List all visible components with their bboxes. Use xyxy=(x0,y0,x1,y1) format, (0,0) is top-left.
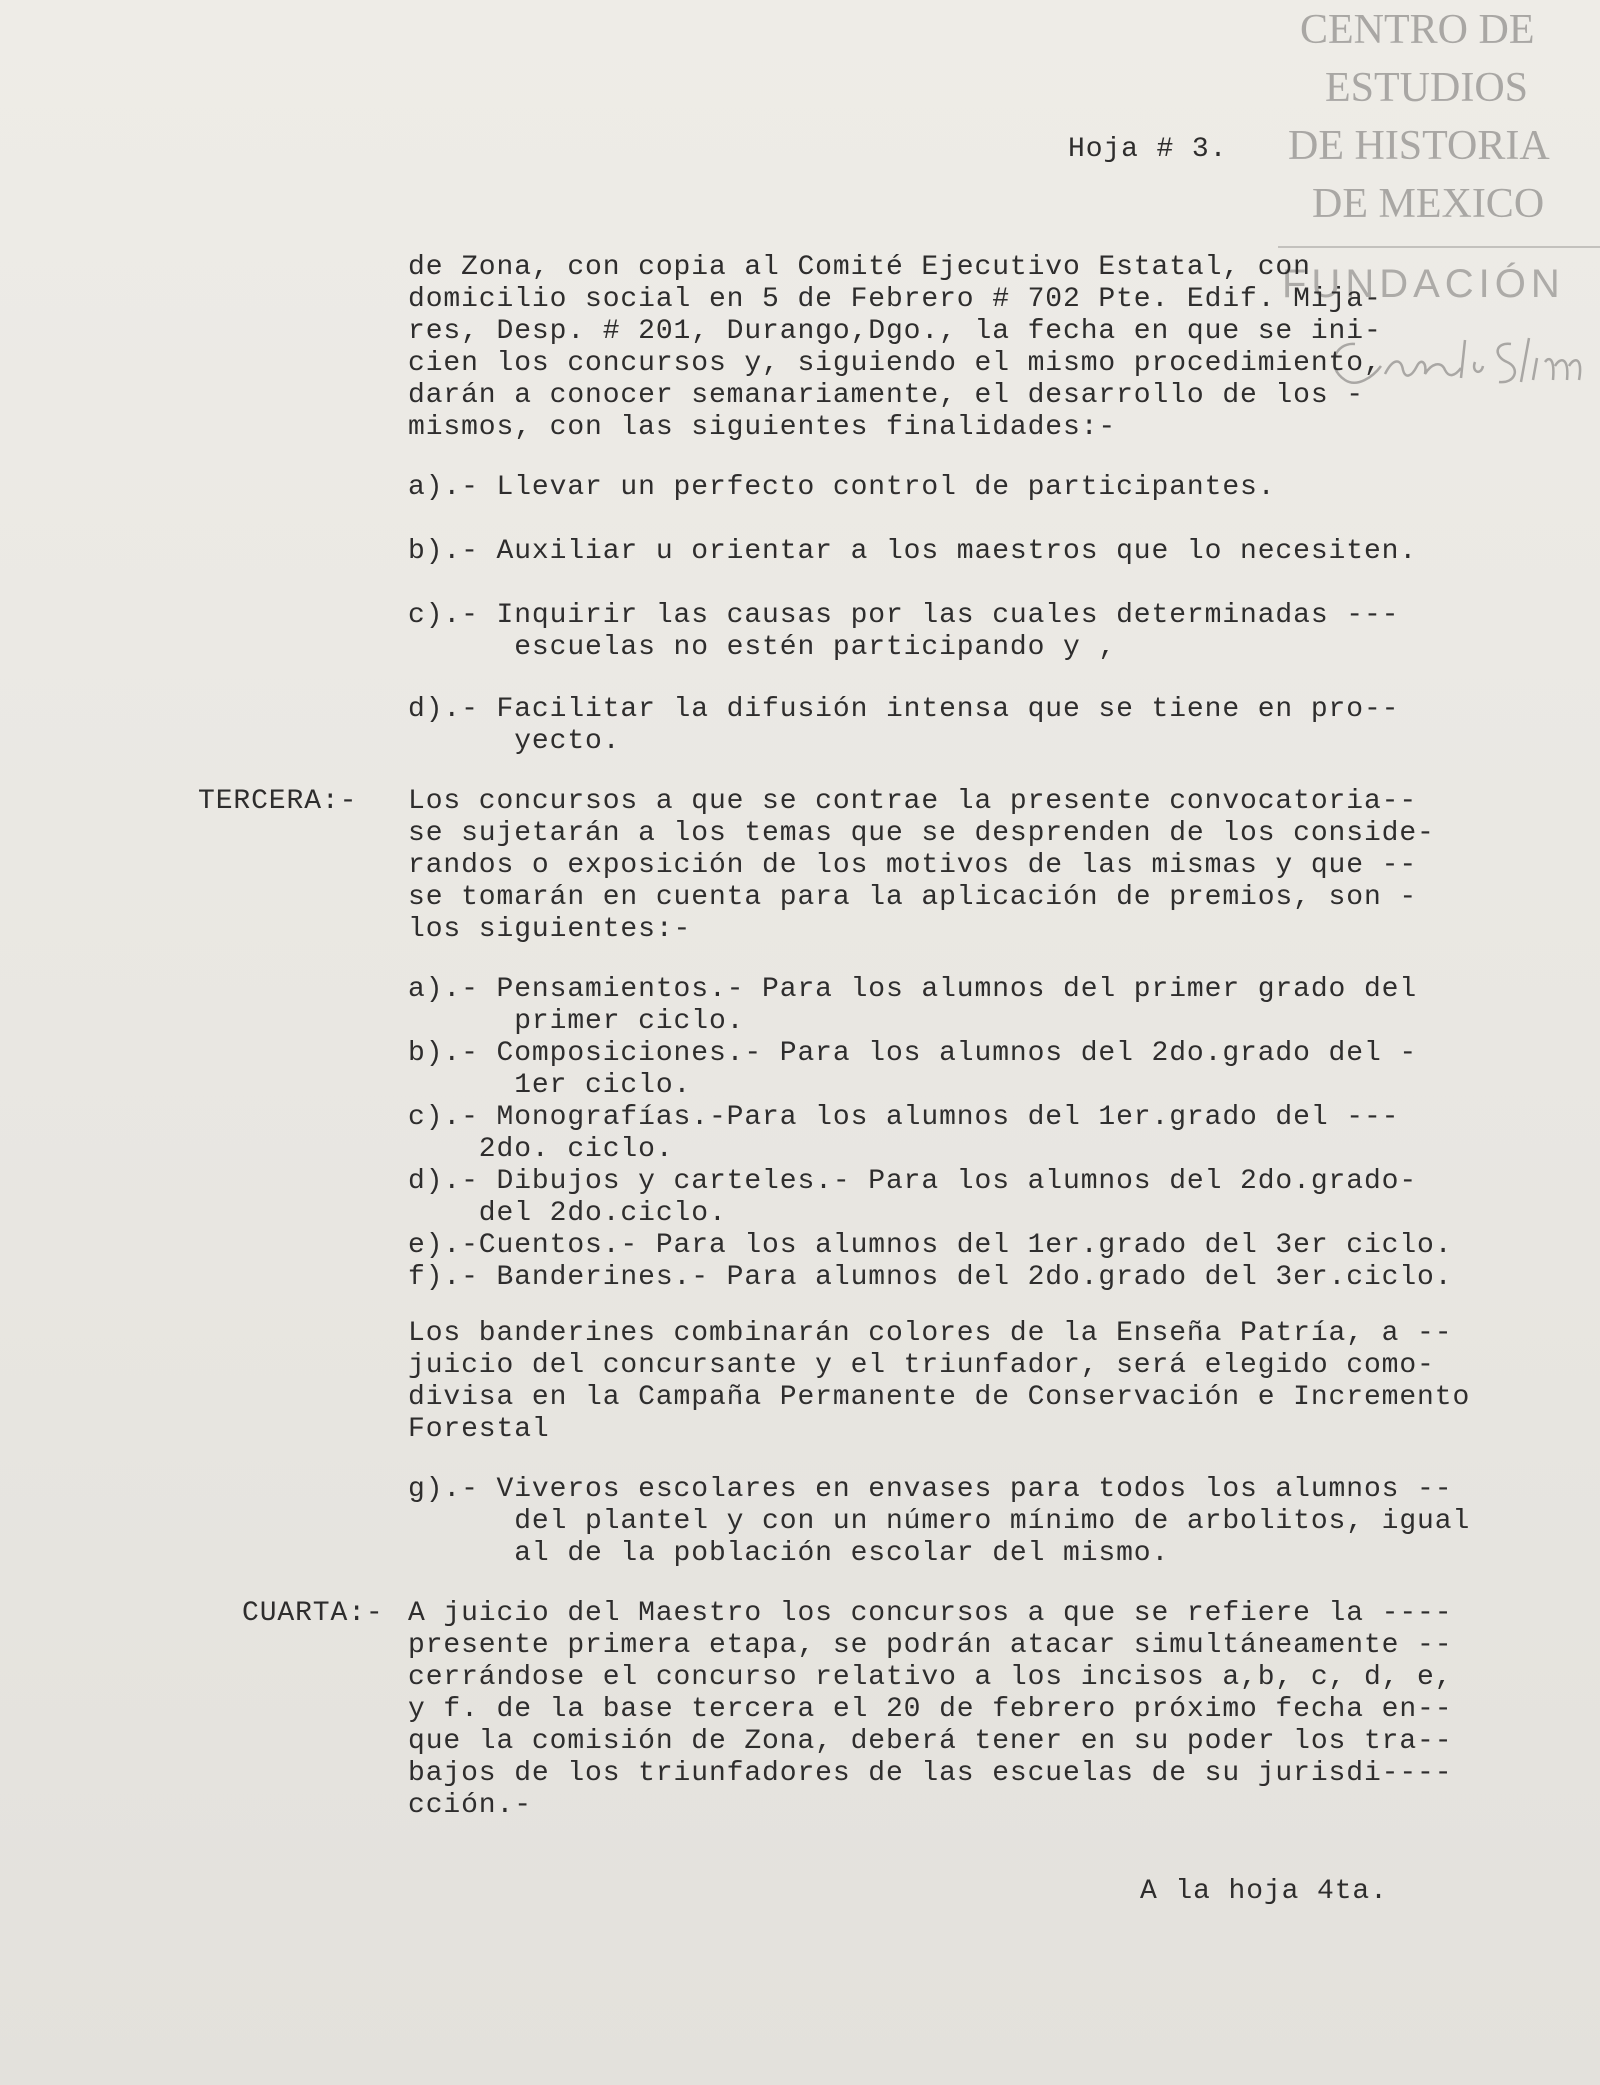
archive-watermark-line-3: DE HISTORIA xyxy=(1288,123,1550,169)
banderines-line: Los banderines combinarán colores de la Enseña Patría, a -- xyxy=(408,1318,1453,1349)
banderines-line: juicio del concursante y el triunfador, será elegido como- xyxy=(408,1350,1435,1381)
tercera-line: se sujetarán a los temas que se desprenden de los conside- xyxy=(408,818,1435,849)
intro-line: res, Desp. # 201, Durango,Dgo., la fecha en que se ini- xyxy=(408,316,1382,347)
page-number-header: Hoja # 3. xyxy=(1068,134,1228,165)
aim-a: a).- Llevar un perfecto control de participantes. xyxy=(408,472,1276,503)
banderines-line: Forestal xyxy=(408,1414,550,1445)
tercera-item-line: primer ciclo. xyxy=(408,1006,745,1037)
tercera-item-line: c).- Monografías.-Para los alumnos del 1er.grado del --- xyxy=(408,1102,1400,1133)
item-g-line: al de la población escolar del mismo. xyxy=(408,1538,1170,1569)
cuarta-line: presente primera etapa, se podrán atacar simultáneamente -- xyxy=(408,1630,1453,1661)
archive-watermark-line-2: ESTUDIOS xyxy=(1325,65,1529,111)
tercera-item-line: e).-Cuentos.- Para los alumnos del 1er.grado del 3er ciclo. xyxy=(408,1230,1453,1261)
cuarta-line: y f. de la base tercera el 20 de febrero próximo fecha en-- xyxy=(408,1694,1453,1725)
tercera-item-line: f).- Banderines.- Para alumnos del 2do.grado del 3er.ciclo. xyxy=(408,1262,1453,1293)
cuarta-line: cción.- xyxy=(408,1790,532,1821)
archive-watermark-line-1: CENTRO DE xyxy=(1300,7,1535,53)
aim-d-line-1: d).- Facilitar la difusión intensa que se tiene en pro-- xyxy=(408,694,1400,725)
intro-line: cien los concursos y, siguiendo el mismo procedimiento, xyxy=(408,348,1382,379)
tercera-item-line: d).- Dibujos y carteles.- Para los alumnos del 2do.grado- xyxy=(408,1166,1418,1197)
intro-line: mismos, con las siguientes finalidades:- xyxy=(408,412,1117,443)
intro-line: darán a conocer semanariamente, el desarrollo de los - xyxy=(408,380,1364,411)
tercera-item-line: 2do. ciclo. xyxy=(408,1134,674,1165)
watermark-divider xyxy=(1278,246,1600,248)
archive-watermark-line-4: DE MEXICO xyxy=(1312,181,1545,227)
tercera-item-line: a).- Pensamientos.- Para los alumnos del primer grado del xyxy=(408,974,1418,1005)
tercera-line: randos o exposición de los motivos de las mismas y que -- xyxy=(408,850,1418,881)
cuarta-line: cerrándose el concurso relativo a los incisos a,b, c, d, e, xyxy=(408,1662,1453,1693)
intro-line: de Zona, con copia al Comité Ejecutivo Estatal, con xyxy=(408,252,1311,283)
cuarta-label: CUARTA:- xyxy=(242,1598,384,1629)
aim-d-line-2: yecto. xyxy=(408,726,621,757)
tercera-item-line: b).- Composiciones.- Para los alumnos del 2do.grado del - xyxy=(408,1038,1418,1069)
cuarta-line: que la comisión de Zona, deberá tener en su poder los tra-- xyxy=(408,1726,1453,1757)
tercera-item-line: del 2do.ciclo. xyxy=(408,1198,727,1229)
tercera-item-line: 1er ciclo. xyxy=(408,1070,692,1101)
tercera-line: Los concursos a que se contrae la presente convocatoria-- xyxy=(408,786,1418,817)
tercera-label: TERCERA:- xyxy=(198,786,358,817)
aim-c-line-1: c).- Inquirir las causas por las cuales determinadas --- xyxy=(408,600,1400,631)
cuarta-line: A juicio del Maestro los concursos a que se refiere la ---- xyxy=(408,1598,1453,1629)
continuation-note: A la hoja 4ta. xyxy=(1140,1876,1388,1907)
item-g-line: del plantel y con un número mínimo de arbolitos, igual xyxy=(408,1506,1471,1537)
aim-c-line-2: escuelas no estén participando y , xyxy=(408,632,1117,663)
aim-b: b).- Auxiliar u orientar a los maestros que lo necesiten. xyxy=(408,536,1418,567)
item-g-line: g).- Viveros escolares en envases para todos los alumnos -- xyxy=(408,1474,1453,1505)
cuarta-line: bajos de los triunfadores de las escuelas de su jurisdi---- xyxy=(408,1758,1453,1789)
tercera-line: se tomarán en cuenta para la aplicación de premios, son - xyxy=(408,882,1418,913)
intro-line: domicilio social en 5 de Febrero # 702 Pte. Edif. Mija- xyxy=(408,284,1382,315)
tercera-line: los siguientes:- xyxy=(408,914,692,945)
banderines-line: divisa en la Campaña Permanente de Conservación e Incremento xyxy=(408,1382,1471,1413)
fundacion-watermark: FUNDACIÓN xyxy=(1282,262,1565,306)
